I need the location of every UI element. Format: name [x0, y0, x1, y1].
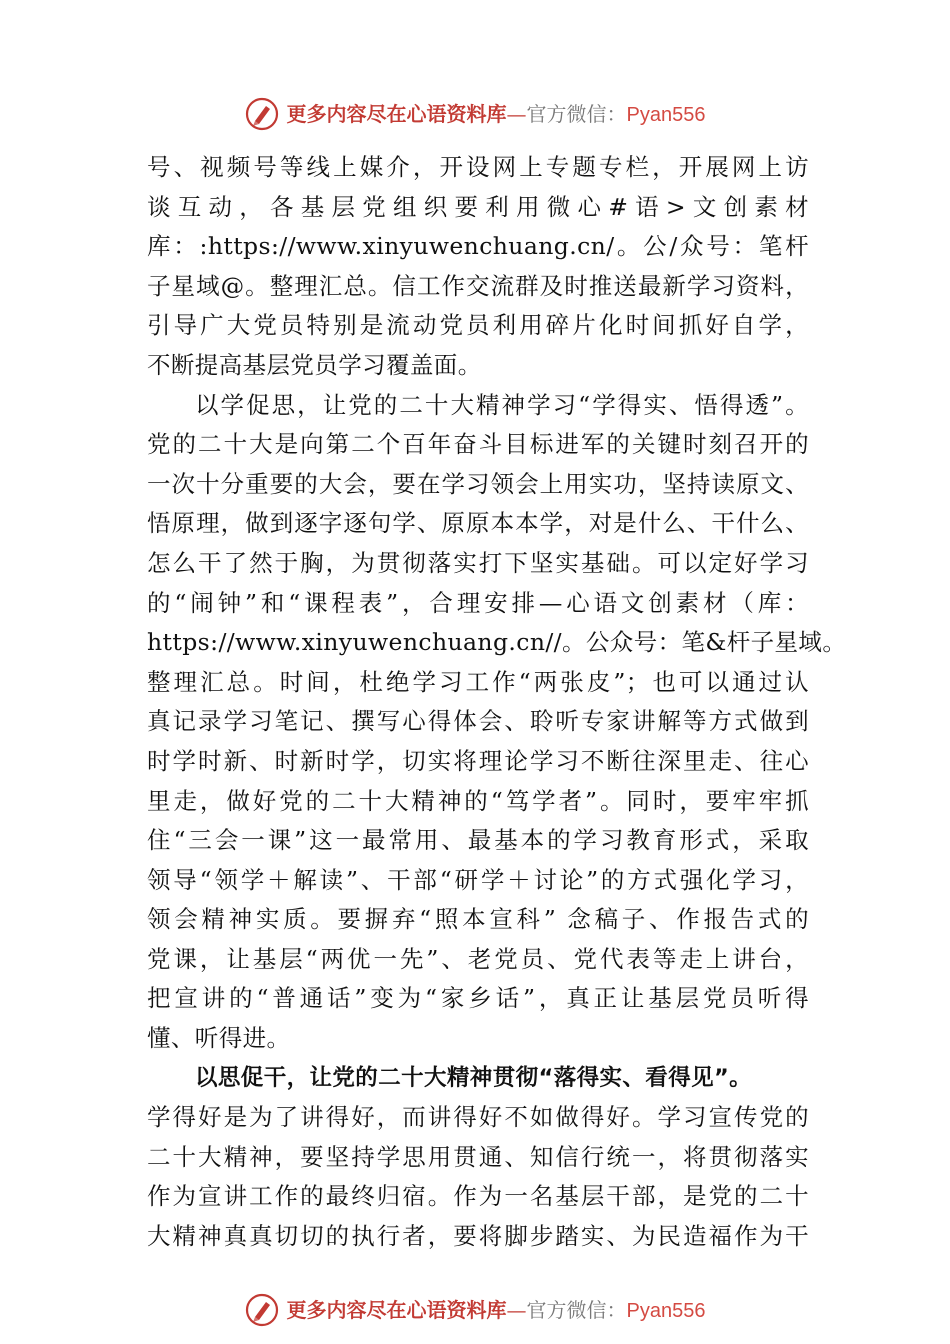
section-heading: 以思促干，让党的二十大精神贯彻“落得实、看得见”。: [195, 1064, 753, 1091]
footer-banner-label: 官方微信：: [526, 1297, 627, 1322]
text-line: 党的二十大是向第二个百年奋斗目标进军的关键时刻召开的: [147, 430, 809, 459]
text-line: 二十大精神，要坚持学思用贯通、知信行统一，将贯彻落实: [147, 1142, 809, 1171]
text-line: 领导“领学＋解读”、干部“研学＋讨论”的方式强化学习，: [147, 865, 809, 894]
footer-banner-main: 更多内容尽在心语资料库: [286, 1297, 507, 1322]
header-banner-wechat-id: Pyan556: [626, 103, 706, 126]
footer-banner-wechat-id: Pyan556: [626, 1299, 706, 1322]
text-line: 引导广大党员特别是流动党员利用碎片化时间抓好自学，: [147, 311, 809, 340]
pen-logo-icon: [245, 1293, 279, 1327]
footer-banner: [0, 1290, 950, 1330]
header-banner: [0, 94, 950, 134]
text-line: 懂、听得进。: [147, 1024, 291, 1053]
header-banner-separator: —: [506, 101, 527, 126]
footer-banner-text: [287, 1298, 706, 1323]
header-banner-text: [287, 102, 706, 127]
text-line: 一次十分重要的大会，要在学习领会上用实功，坚持读原文、: [147, 469, 809, 498]
header-banner-main: 更多内容尽在心语资料库: [286, 101, 507, 126]
text-line: 库：:https://www.xinyuwenchuang.cn/。公/众号：笔杆: [147, 232, 809, 261]
text-line: 号、视频号等线上媒介，开设网上专题专栏，开展网上访: [147, 153, 809, 181]
text-line: 整理汇总。时间，杜绝学习工作“两张皮”；也可以通过认: [147, 667, 809, 696]
text-line: 真记录学习笔记、撰写心得体会、聆听专家讲解等方式做到: [147, 707, 809, 736]
text-line: 时学时新、时新时学，切实将理论学习不断往深里走、往心: [147, 746, 809, 775]
text-line: 把宣讲的“普通话”变为“家乡话”，真正让基层党员听得: [147, 984, 809, 1013]
paragraph-lead-line: 以学促思，让党的二十大精神学习“学得实、悟得透”。: [195, 390, 809, 419]
text-line: 住“三会一课”这一最常用、最基本的学习教育形式，采取: [147, 826, 809, 855]
text-line: https://www.xinyuwenchuang.cn//。公众号：笔&杆子星域。: [147, 628, 847, 657]
document-body: [147, 148, 847, 1257]
text-line: 子星域@。整理汇总。信工作交流群及时推送最新学习资料，: [147, 271, 809, 300]
text-line: 的“闹钟”和“课程表”，合理安排—心语文创素材（库：: [147, 588, 809, 617]
text-line: 作为宣讲工作的最终归宿。作为一名基层干部，是党的二十: [147, 1182, 809, 1211]
text-line: 学得好是为了讲得好，而讲得好不如做得好。学习宣传党的: [147, 1103, 809, 1132]
header-banner-label: 官方微信：: [526, 101, 627, 126]
text-line: 党课，让基层“两优一先”、老党员、党代表等走上讲台，: [147, 944, 809, 973]
text-line: 领会精神实质。要摒弃“照本宣科” 念稿子、作报告式的: [147, 905, 809, 934]
text-line: 大精神真真切切的执行者，要将脚步踏实、为民造福作为干: [147, 1222, 809, 1251]
text-line: 不断提高基层党员学习覆盖面。: [147, 350, 482, 379]
text-line: 悟原理，做到逐字逐句学、原原本本学，对是什么、干什么、: [147, 509, 809, 538]
footer-banner-separator: —: [506, 1297, 527, 1322]
pen-logo-icon: [245, 97, 279, 131]
text-line: 里走，做好党的二十大精神的“笃学者”。同时，要牢牢抓: [147, 786, 809, 815]
text-line: 怎么干了然于胸，为贯彻落实打下坚实基础。可以定好学习: [147, 548, 809, 577]
text-line: 谈互动，各基层党组织要利用微心#语>文创素材: [147, 192, 809, 221]
